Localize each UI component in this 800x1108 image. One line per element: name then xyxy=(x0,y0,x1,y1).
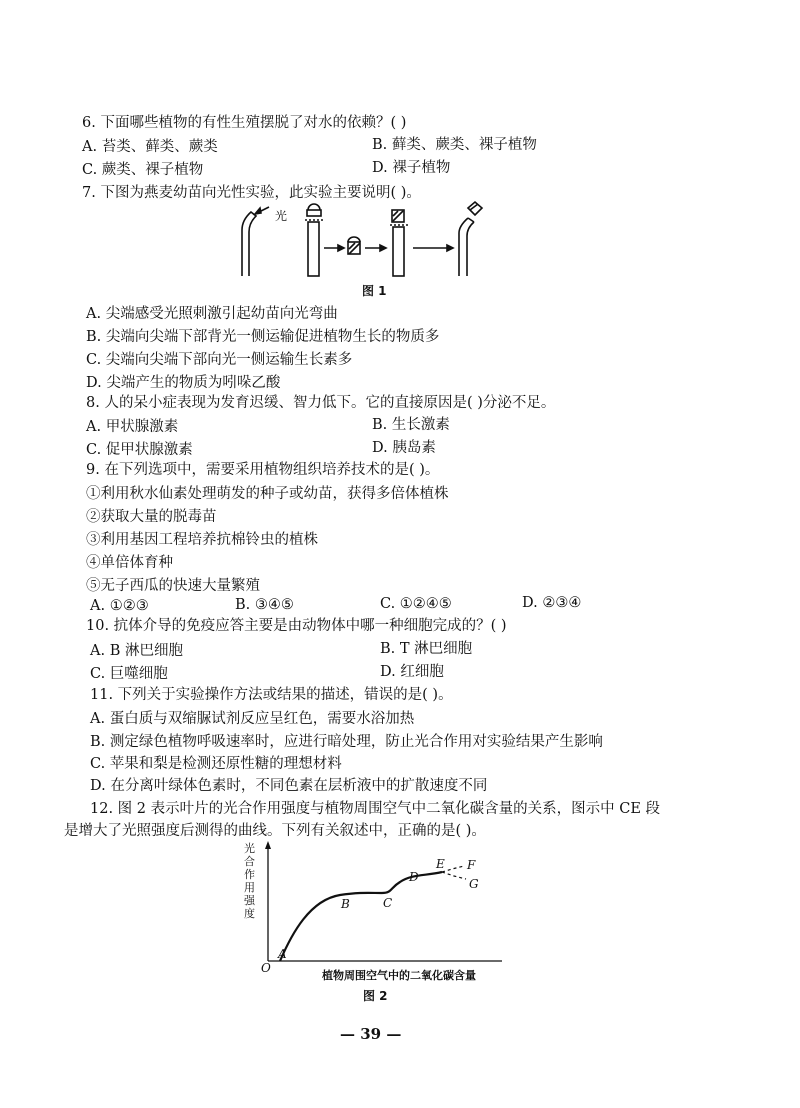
curve-line xyxy=(280,872,442,961)
q8-option-a: A. 甲状腺激素 xyxy=(86,419,179,435)
q11-option-a: A. 蛋白质与双缩脲试剂反应呈红色，需要水浴加热 xyxy=(90,711,415,727)
q6-stem: 6. 下面哪些植物的有性生殖摆脱了对水的依赖？( ) xyxy=(82,115,407,131)
q7-option-a: A. 尖端感受光照刺激引起幼苗向光弯曲 xyxy=(86,306,338,322)
figure-1-light-label: 光 xyxy=(275,209,288,223)
q6-option-b: B. 藓类、蕨类、裸子植物 xyxy=(372,137,537,153)
q6-option-c: C. 蕨类、裸子植物 xyxy=(82,162,204,178)
q11-option-c: C. 苹果和梨是检测还原性糖的理想材料 xyxy=(90,756,342,772)
y-label-char-1: 光 xyxy=(244,842,255,855)
q9-item-3: ③利用基因工程培养抗棉铃虫的植株 xyxy=(86,532,318,548)
q6-option-d: D. 裸子植物 xyxy=(372,160,451,176)
curve-f-dashed xyxy=(442,866,464,872)
q8-option-d: D. 胰岛素 xyxy=(372,440,436,456)
y-label-char-6: 度 xyxy=(244,907,255,920)
q9-item-1: ①利用秋水仙素处理萌发的种子或幼苗，获得多倍体植株 xyxy=(86,486,449,502)
q9-option-d: D. ②③④ xyxy=(522,595,582,611)
figure-1-caption: 图 1 xyxy=(362,284,387,298)
point-a-label: A xyxy=(278,947,287,961)
page-number: — 39 — xyxy=(340,1025,402,1043)
q10-option-b: B. T 淋巴细胞 xyxy=(380,641,473,657)
q8-option-c: C. 促甲状腺激素 xyxy=(86,442,193,458)
point-b-label: B xyxy=(341,897,350,911)
q10-option-c: C. 巨噬细胞 xyxy=(90,666,168,682)
point-g-label: G xyxy=(469,877,479,891)
point-e-label: E xyxy=(436,857,445,871)
q9-item-4: ④单倍体育种 xyxy=(86,555,173,571)
point-d-label: D xyxy=(409,870,419,884)
q12-stem-line-2: 是增大了光照强度后测得的曲线。下列有关叙述中，正确的是( )。 xyxy=(64,823,486,839)
q12-stem-line-1: 12. 图 2 表示叶片的光合作用强度与植物周围空气中二氧化碳含量的关系，图示中 CE 段 xyxy=(90,801,661,817)
q9-option-b: B. ③④⑤ xyxy=(235,597,294,613)
q9-stem: 9. 在下列选项中，需要采用植物组织培养技术的是( )。 xyxy=(86,462,440,478)
q8-option-b: B. 生长激素 xyxy=(372,417,450,433)
point-c-label: C xyxy=(383,896,393,910)
y-label-char-5: 强 xyxy=(244,894,255,907)
q7-stem: 7. 下图为燕麦幼苗向光性实验，此实验主要说明( )。 xyxy=(82,185,421,201)
q11-option-d: D. 在分离叶绿体色素时，不同色素在层析液中的扩散速度不同 xyxy=(90,778,488,794)
figure-2-caption: 图 2 xyxy=(363,989,388,1003)
x-axis-label: 植物周围空气中的二氧化碳含量 xyxy=(322,969,476,982)
y-label-char-3: 作 xyxy=(244,868,255,881)
y-label-char-4: 用 xyxy=(244,881,255,894)
origin-label: O xyxy=(261,961,271,975)
q10-stem: 10. 抗体介导的免疫应答主要是由动物体中哪一种细胞完成的？( ) xyxy=(86,618,507,634)
q11-option-b: B. 测定绿色植物呼吸速率时，应进行暗处理，防止光合作用对实验结果产生影响 xyxy=(90,734,603,750)
q9-item-2: ②获取大量的脱毒苗 xyxy=(86,509,217,525)
q6-option-a: A. 苔类、藓类、蕨类 xyxy=(82,139,218,155)
q7-option-d: D. 尖端产生的物质为吲哚乙酸 xyxy=(86,375,281,391)
q11-stem: 11. 下列关于实验操作方法或结果的描述，错误的是( )。 xyxy=(90,687,453,703)
q9-option-a: A. ①②③ xyxy=(90,598,149,614)
q10-option-a: A. B 淋巴细胞 xyxy=(90,643,183,659)
figure-2-photosynthesis-curve xyxy=(240,838,510,986)
curve-g-dashed xyxy=(442,872,466,879)
point-f-label: F xyxy=(467,858,476,872)
q7-option-b: B. 尖端向尖端下部背光一侧运输促进植物生长的物质多 xyxy=(86,329,440,345)
y-label-char-2: 合 xyxy=(244,855,255,868)
figure-1-oat-seedling xyxy=(225,198,495,284)
q10-option-d: D. 红细胞 xyxy=(380,664,444,680)
q9-option-c: C. ①②④⑤ xyxy=(380,596,452,612)
q7-option-c: C. 尖端向尖端下部向光一侧运输生长素多 xyxy=(86,352,353,368)
q9-item-5: ⑤无子西瓜的快速大量繁殖 xyxy=(86,578,260,594)
q8-stem: 8. 人的呆小症表现为发育迟缓、智力低下。它的直接原因是( )分泌不足。 xyxy=(86,395,556,411)
